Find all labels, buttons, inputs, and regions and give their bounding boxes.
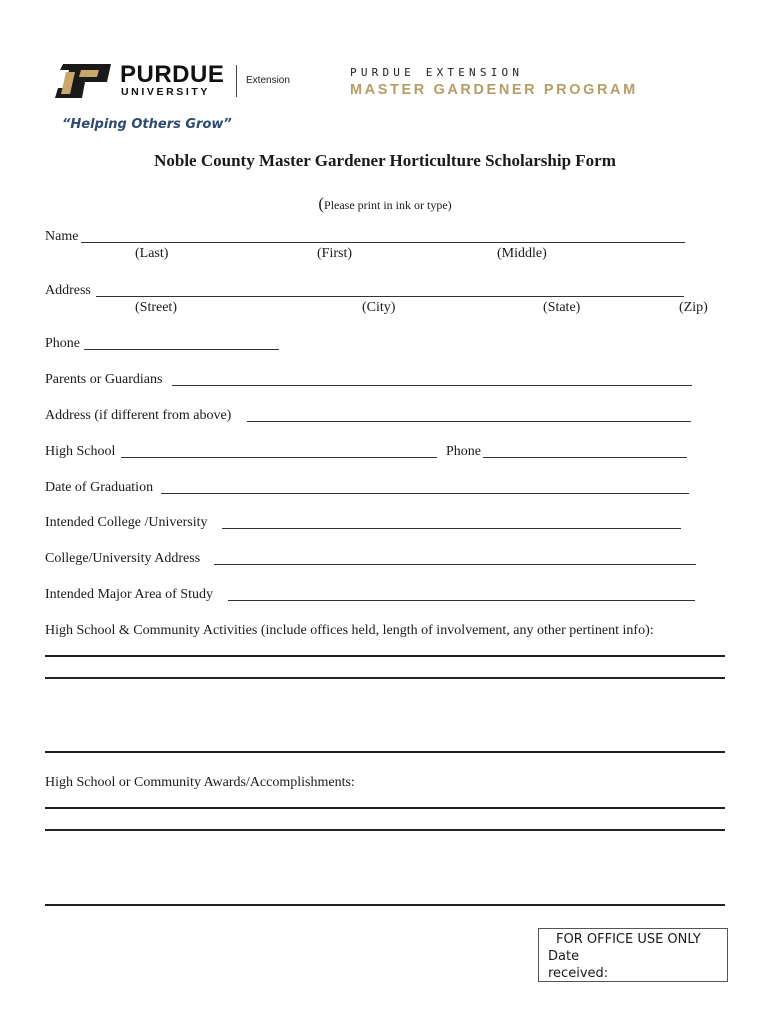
college-label: Intended College /University xyxy=(45,515,208,530)
parents-line[interactable] xyxy=(172,385,692,386)
phone-line[interactable] xyxy=(84,349,279,350)
high-school-line[interactable] xyxy=(121,457,437,458)
address-zip-caption: (Zip) xyxy=(679,300,708,315)
high-school-label: High School xyxy=(45,444,116,459)
subtitle-paren: ( xyxy=(318,194,325,213)
awards-line-3[interactable] xyxy=(45,904,725,906)
address-line[interactable] xyxy=(96,296,684,297)
address-street-caption: (Street) xyxy=(135,300,177,315)
purdue-logo xyxy=(55,62,295,102)
logo-wordmark: PURDUE xyxy=(120,61,225,88)
address2-label: Address (if different from above) xyxy=(45,408,232,423)
address-label: Address xyxy=(45,283,91,298)
parents-label: Parents or Guardians xyxy=(45,372,163,387)
logo-extension: Extension xyxy=(246,75,290,86)
logo-divider xyxy=(236,65,237,97)
name-label: Name xyxy=(45,229,79,244)
college-address-line[interactable] xyxy=(214,564,696,565)
office-use-heading: FOR OFFICE USE ONLY xyxy=(556,932,701,947)
activities-line-1[interactable] xyxy=(45,655,725,657)
activities-label: High School & Community Activities (include offices held, length of involvement, any other pertinent info): xyxy=(45,623,654,638)
office-use-box xyxy=(538,928,728,982)
hs-phone-label: Phone xyxy=(446,444,481,459)
office-date-label: Date xyxy=(548,949,580,964)
name-last-caption: (Last) xyxy=(135,246,169,261)
graduation-label: Date of Graduation xyxy=(45,480,154,495)
name-middle-caption: (Middle) xyxy=(497,246,547,261)
logo-university: UNIVERSITY xyxy=(121,86,211,98)
activities-line-3[interactable] xyxy=(45,751,725,753)
major-line[interactable] xyxy=(228,600,695,601)
form-subtitle xyxy=(0,194,770,214)
tagline: “Helping Others Grow” xyxy=(62,117,232,132)
office-received-label: received: xyxy=(548,966,609,981)
address2-line[interactable] xyxy=(247,421,691,422)
purdue-p-icon xyxy=(55,64,115,98)
awards-label: High School or Community Awards/Accomplishments: xyxy=(45,775,355,790)
phone-label: Phone xyxy=(45,336,80,351)
activities-line-2[interactable] xyxy=(45,677,725,679)
subtitle-text: Please print in ink or type) xyxy=(324,198,452,212)
form-title: Noble County Master Gardener Horticulture Scholarship Form xyxy=(154,151,616,170)
program-header-top: PURDUE EXTENSION xyxy=(350,66,524,79)
address-city-caption: (City) xyxy=(362,300,396,315)
name-first-caption: (First) xyxy=(317,246,352,261)
address-state-caption: (State) xyxy=(543,300,581,315)
program-header-main: MASTER GARDENER PROGRAM xyxy=(350,82,638,98)
graduation-line[interactable] xyxy=(161,493,689,494)
awards-line-1[interactable] xyxy=(45,807,725,809)
awards-line-2[interactable] xyxy=(45,829,725,831)
name-line[interactable] xyxy=(81,242,685,243)
college-line[interactable] xyxy=(222,528,681,529)
hs-phone-line[interactable] xyxy=(483,457,687,458)
major-label: Intended Major Area of Study xyxy=(45,587,213,602)
college-address-label: College/University Address xyxy=(45,551,201,566)
